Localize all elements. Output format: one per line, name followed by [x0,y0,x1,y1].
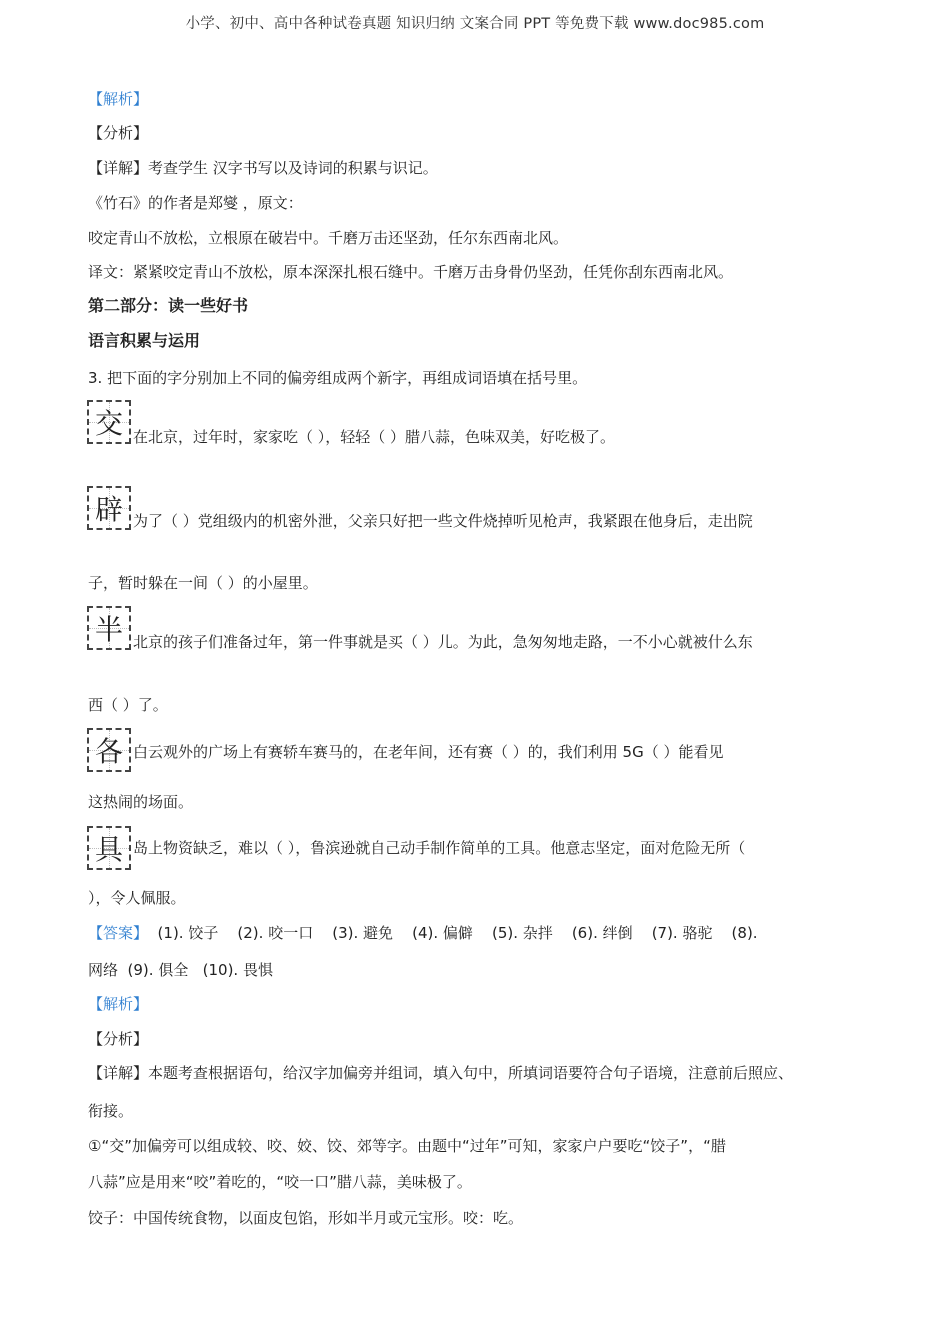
question-stem: 3. 把下面的字分别加上不同的偏旁组成两个新字，再组成词语填在括号里。 [88,369,588,387]
answer-line-continued: 网络 (9). 俱全 (10). 畏惧 [88,961,273,979]
char-box: 辟 [87,486,131,530]
poem-text: 咬定青山不放松，立根原在破岩中。千磨万击还坚劲，任尔东西南北风。 [88,229,569,247]
detail-label: 【详解】 [88,1064,149,1082]
detail-paragraph [88,158,438,178]
question-line: 白云观外的广场上有赛轿车赛马的，在老年间，还有赛（ ）的，我们利用 5G（ ）能看见 [133,743,724,761]
answer-line [88,923,758,943]
explanation-paragraph: ①“交”加偏旁可以组成较、咬、姣、饺、郊等字。由题中“过年”可知，家家户户要吃“饺子”，“腊 [88,1137,726,1155]
poem-author: 《竹石》的作者是郑燮 ，原文： [88,194,303,212]
char-box: 半 [87,606,131,650]
page-header: 小学、初中、高中各种试卷真题 知识归纳 文案合同 PPT 等免费下载 www.doc985.com [185,16,765,32]
detail-text: 考查学生 汉字书写以及诗词的积累与识记。 [148,159,438,177]
question-line: 在北京，过年时，家家吃（ ），轻轻（ ）腊八蒜，色味双美，好吃极了。 [133,428,616,446]
analysis-tag: 【解析】 [88,995,149,1013]
question-line: 北京的孩子们准备过年，第一件事就是买（ ）儿。为此，急匆匆地走路，一不小心就被什么东 [133,633,753,651]
detail-paragraph-continued: 衔接。 [88,1102,134,1120]
char-box: 交 [87,400,131,444]
question-line: 岛上物资缺乏，难以（ ），鲁滨逊就自己动手制作简单的工具。他意志坚定，面对危险无所（ [133,839,746,857]
detail-label: 【详解】 [88,159,149,177]
question-line-continued: 子，暂时躲在一间（ ）的小屋里。 [88,574,318,592]
question-line-continued: ），令人佩服。 [88,889,186,907]
question-line-continued: 这热闹的场面。 [88,793,194,811]
question-line: 为了（ ）党组级内的机密外泄，父亲只好把一些文件烧掉听见枪声，我紧跟在他身后，走出院 [133,512,753,530]
char-box: 各 [87,728,131,772]
answer-tag: 【答案】 [88,924,149,942]
definition-paragraph: 饺子：中国传统食物，以面皮包馅，形如半月或元宝形。咬：吃。 [88,1209,524,1227]
question-line-continued: 西（ ）了。 [88,696,168,714]
analysis-heading: 【分析】 [88,1030,149,1048]
analysis-tag: 【解析】 [88,90,149,108]
explanation-paragraph-continued: 八蒜”应是用来“咬”着吃的，“咬一口”腊八蒜，美味极了。 [88,1173,472,1191]
detail-text: 本题考查根据语句，给汉字加偏旁并组词，填入句中，所填词语要符合句子语境，注意前后照应、 [148,1064,794,1082]
answer-text: (1). 饺子 (2). 咬一口 (3). 避免 (4). 偏僻 (5). 杂拌 (6). 绊倒 (7). 骆驼 (8). [148,924,758,942]
char-box: 具 [87,826,131,870]
analysis-heading: 【分析】 [88,124,149,142]
detail-paragraph [88,1063,793,1083]
subsection-title: 语言积累与运用 [88,331,201,350]
poem-translation: 译文：紧紧咬定青山不放松，原本深深扎根石缝中。千磨万击身骨仍坚劲，任凭你刮东西南北风。 [88,263,734,281]
part-title: 第二部分：读一些好书 [88,296,249,315]
